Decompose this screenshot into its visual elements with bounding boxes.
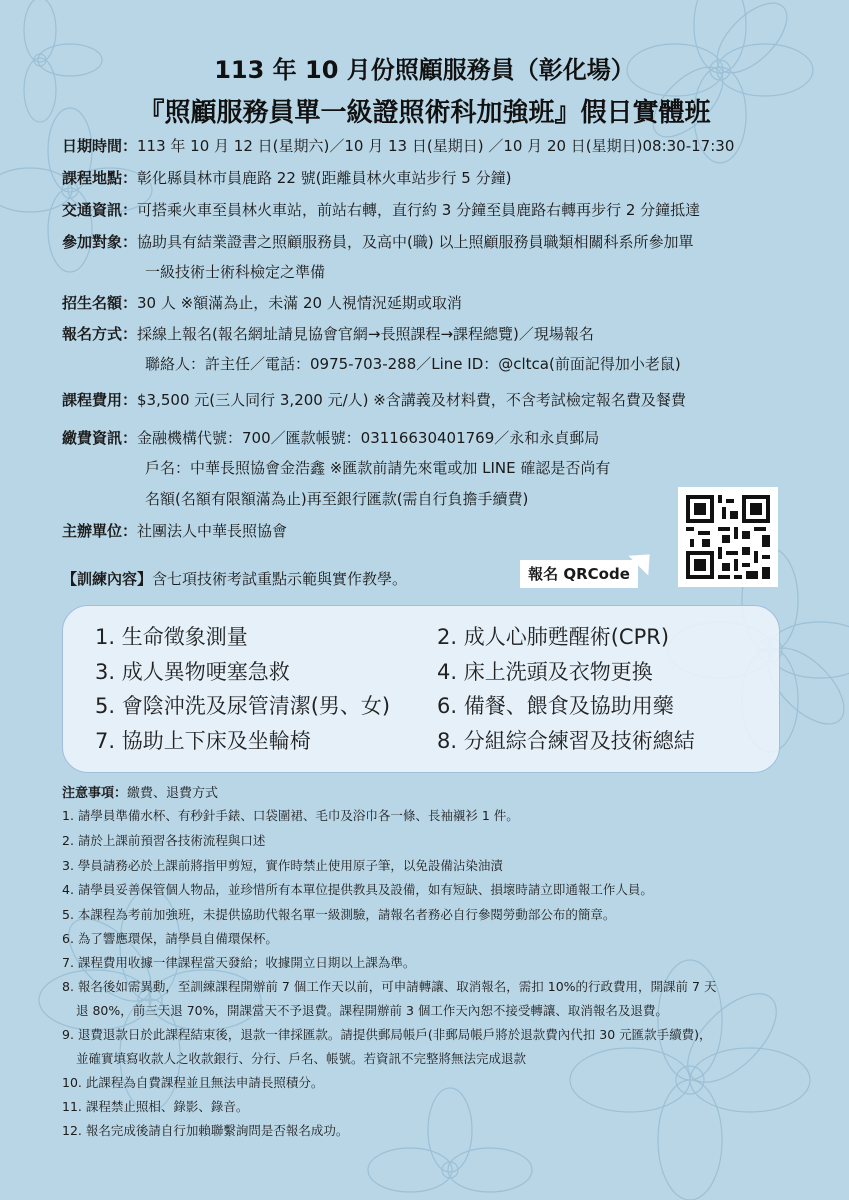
location-label: 課程地點： bbox=[62, 169, 138, 187]
course-item-5: 5. 會陰沖洗及尿管清潔(男、女) bbox=[95, 694, 391, 718]
course-item-6: 6. 備餐、餵食及協助用藥 bbox=[437, 694, 674, 718]
payment-row bbox=[62, 428, 599, 448]
note-line: 3. 學員請務必於上課前將指甲剪短，實作時禁止使用原子筆，以免設備沾染油漬 bbox=[62, 858, 503, 873]
training-heading-label: 【訓練內容】 bbox=[62, 570, 153, 588]
note-line: 2. 請於上課前預習各技術流程與口述 bbox=[62, 833, 266, 848]
course-title: 『照顧服務員單一級證照術科加強班』假日實體班 bbox=[138, 98, 711, 128]
note-line: 1. 請學員準備水杯、有秒針手錶、口袋圍裙、毛巾及浴巾各一條、長袖襯衫 1 件。 bbox=[62, 808, 519, 823]
location-row bbox=[62, 168, 511, 188]
fee-value: $3,500 元(三人同行 3,200 元/人) ※含講義及材料費，不含考試檢定報名費及餐費 bbox=[137, 391, 686, 409]
notes-heading bbox=[62, 782, 218, 801]
quota-value: 30 人 ※額滿為止，未滿 20 人視情況延期或取消 bbox=[137, 294, 462, 312]
page-title: 113 年 10 月份照顧服務員（彰化場） bbox=[214, 56, 635, 84]
notes-title: 注意事項： bbox=[62, 786, 128, 801]
payment-note: 名額(名額有限額滿為止)再至銀行匯款(需自行負擔手續費) bbox=[145, 490, 529, 508]
payment-account-name: 戶名：中華長照協會金浩鑫 ※匯款前請先來電或加 LINE 確認是否尚有 bbox=[145, 459, 611, 477]
qr-code-icon bbox=[678, 487, 778, 587]
course-item-3: 3. 成人異物哽塞急救 bbox=[95, 660, 290, 684]
quota-label: 招生名額： bbox=[62, 294, 138, 312]
course-list-panel bbox=[62, 605, 780, 773]
organizer-row bbox=[62, 521, 287, 541]
signup-value: 採線上報名(報名網址請見協會官網→長照課程→課程總覽)／現場報名 bbox=[137, 325, 594, 343]
transport-label: 交通資訊： bbox=[62, 201, 138, 219]
date-row bbox=[62, 136, 734, 156]
note-line: 退 80%，前三天退 70%，開課當天不予退費。課程開辦前 3 個工作天內恕不接受轉讓、取消報名及退費。 bbox=[76, 1003, 668, 1018]
organizer-value: 社團法人中華長照協會 bbox=[137, 522, 288, 540]
transport-value: 可搭乘火車至員林火車站，前站右轉，直行約 3 分鐘至員鹿路右轉再步行 2 分鐘抵達 bbox=[137, 201, 701, 219]
fee-row bbox=[62, 390, 686, 410]
transport-row bbox=[62, 200, 700, 220]
note-line: 5. 本課程為考前加強班，未提供協助代報名單一級測驗，請報名者務必自行參閱勞動部公布的簡章。 bbox=[62, 907, 616, 922]
course-item-8: 8. 分組綜合練習及技術總結 bbox=[437, 729, 695, 753]
target-label: 參加對象： bbox=[62, 233, 138, 251]
course-item-4: 4. 床上洗頭及衣物更換 bbox=[437, 660, 653, 684]
course-item-7: 7. 協助上下床及坐輪椅 bbox=[95, 729, 311, 753]
fee-label: 課程費用： bbox=[62, 391, 138, 409]
note-line: 8. 報名後如需異動，至訓練課程開辦前 7 個工作天以前，可申請轉讓、取消報名，需扣 10%的行政費用，開課前 7 天 bbox=[62, 979, 717, 994]
location-value: 彰化縣員林市員鹿路 22 號(距離員林火車站步行 5 分鐘) bbox=[137, 169, 512, 187]
contact-info: 聯絡人：許主任／電話：0975-703-288／Line ID：@cltca(前面記得加小老鼠) bbox=[145, 355, 681, 373]
target-continued: 一級技術士術科檢定之準備 bbox=[145, 263, 326, 281]
note-line: 7. 課程費用收據一律課程當天發給；收據開立日期以上課為準。 bbox=[62, 955, 416, 970]
target-row bbox=[62, 232, 694, 252]
note-line: 4. 請學員妥善保管個人物品，並珍惜所有本單位提供教具及設備，如有短缺、損壞時請立即通報工作人員。 bbox=[62, 882, 653, 897]
organizer-label: 主辦單位： bbox=[62, 522, 138, 540]
signup-qr-code[interactable] bbox=[678, 487, 778, 587]
payment-label: 繳費資訊： bbox=[62, 429, 138, 447]
training-description: 含七項技術考試重點示範與實作教學。 bbox=[152, 570, 408, 588]
payment-value: 金融機構代號：700／匯款帳號：03116630401769／永和永貞郵局 bbox=[137, 429, 600, 447]
note-line: 並確實填寫收款人之收款銀行、分行、戶名、帳號。若資訊不完整將無法完成退款 bbox=[76, 1051, 527, 1066]
date-value: 113 年 10 月 12 日(星期六)／10 月 13 日(星期日) ／10 月 20 日(星期日)08:30-17:30 bbox=[137, 137, 735, 155]
course-item-1: 1. 生命徵象測量 bbox=[95, 625, 248, 649]
note-line: 6. 為了響應環保，請學員自備環保杯。 bbox=[62, 931, 278, 946]
note-line: 9. 退費退款日於此課程結束後，退款一律採匯款。請提供郵局帳戶(非郵局帳戶將於退款費內代扣 30 元匯款手續費)， bbox=[62, 1027, 712, 1042]
signup-label: 報名方式： bbox=[62, 325, 138, 343]
target-value: 協助具有結業證書之照顧服務員，及高中(職) 以上照顧服務員職類相關科系所參加單 bbox=[137, 233, 694, 251]
notes-subtitle: 繳費、退費方式 bbox=[127, 786, 219, 801]
course-item-2: 2. 成人心肺甦醒術(CPR) bbox=[437, 625, 670, 649]
qr-code-label: 報名 QRCode bbox=[520, 560, 638, 588]
training-heading bbox=[62, 568, 407, 589]
note-line: 11. 課程禁止照相、錄影、錄音。 bbox=[62, 1099, 249, 1114]
quota-row bbox=[62, 293, 462, 313]
signup-row bbox=[62, 324, 594, 344]
note-line: 10. 此課程為自費課程並且無法申請長照積分。 bbox=[62, 1075, 324, 1090]
date-label: 日期時間： bbox=[62, 137, 138, 155]
note-line: 12. 報名完成後請自行加賴聯繫詢問是否報名成功。 bbox=[62, 1123, 349, 1138]
